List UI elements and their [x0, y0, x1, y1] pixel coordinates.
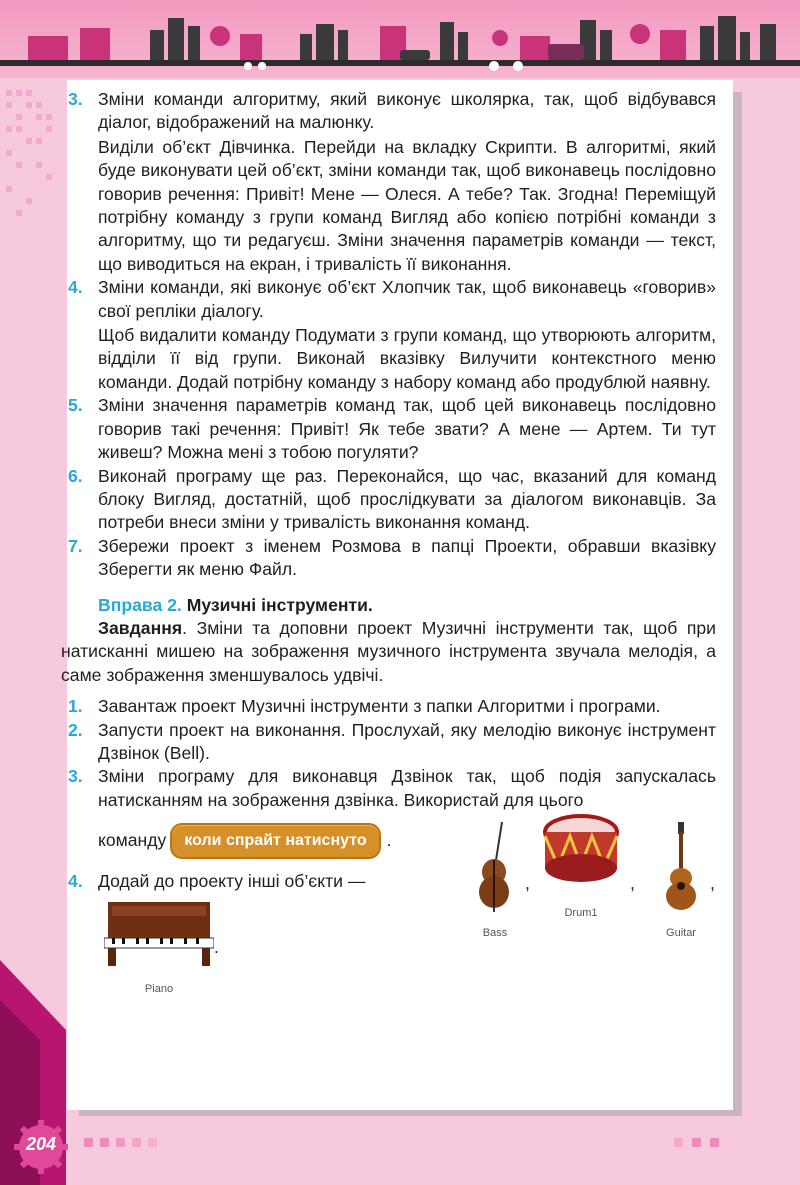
instrument-drum	[540, 812, 622, 925]
item-note: Виділи об’єкт Дівчинка. Перейди на вкладку Скрипти. В алгоритмі, який буде виконувати цей об’єкт, зміни команди так, щоб виконавець послідовно говорив речення: Привіт! Мене — Олеся. А тебе? Так. Згодна! Переміщуй потрібну команду з групи команд Вигляд або копією потрібні команди з алгоритму, що ти редагуєш. Зміни значення параметрів команди — текст, що виводиться на екран, і тривалість її виконання.	[98, 136, 716, 274]
exercise-heading	[98, 594, 716, 617]
item-text: Запусти проект на виконання. Прослухай, яку мелодію виконує інструмент Дзвінок (Bell).	[98, 719, 716, 763]
assignment-text: . Зміни та доповни проект Музичні інструменти так, щоб при натисканні мишею на зображення музичного інструмента звучала мелодія, а саме зображення зменшувалось удвічі.	[61, 617, 716, 685]
item-number: 5.	[68, 395, 83, 416]
page-number: 204	[25, 1134, 57, 1154]
page-content	[61, 88, 716, 1005]
item-text: Збережи проект з іменем Розмова в папці Проекти, обравши вказівку Зберегти як меню Файл.	[98, 535, 716, 580]
instrument-bass	[470, 820, 520, 945]
assignment-label: Завдання	[98, 617, 183, 638]
item-number: 2.	[68, 719, 83, 740]
sheet-shadow-right	[733, 92, 742, 1114]
city-banner	[0, 0, 800, 78]
exercise-title: Музичні інструменти.	[186, 594, 373, 615]
item-number: 7.	[68, 535, 83, 556]
list-item	[68, 394, 716, 464]
item-number: 3.	[68, 89, 83, 109]
instrument-guitar	[656, 820, 706, 945]
item-text: Зміни програму для виконавця Дзвінок так, щоб подія запускалась натисканням на зображення дзвінка. Використай для цього	[98, 766, 716, 810]
block-row	[98, 812, 716, 870]
assignment-paragraph	[61, 617, 716, 687]
list-item	[68, 465, 716, 535]
guitar-icon	[656, 820, 706, 912]
instrument-label: Drum1	[564, 906, 598, 919]
sheet-shadow-bottom	[79, 1110, 742, 1116]
list-item	[68, 870, 716, 1005]
side-pattern	[0, 80, 70, 580]
list-item	[68, 276, 716, 394]
item-number: 3.	[68, 766, 83, 787]
page-number-badge	[12, 1118, 70, 1176]
list-item	[68, 535, 716, 582]
instrument-label: Piano	[144, 982, 174, 995]
block-suffix: .	[386, 830, 392, 851]
item-number: 1.	[68, 696, 83, 717]
scratch-event-block: коли спрайт натиснуто	[170, 823, 380, 858]
piano-icon	[104, 900, 214, 968]
city-skyline-illustration	[0, 0, 800, 78]
item-text: Зміни значення параметрів команд так, щоб цей виконавець послідовно говорив такі речення: Привіт! Як тебе звати? А мене — Артем. Ти тут живеш? Можна мені з тобою погуляти?	[98, 395, 716, 463]
block-prefix: команду	[98, 830, 167, 851]
item-text: Виконай програму ще раз. Переконайся, що час, вказаний для команд блоку Вигляд, достатній, щоб прослідкувати за діалогом виконавців. За потреби внеси зміни у тривалість виконання команд.	[98, 465, 716, 533]
bass-icon	[470, 820, 520, 912]
instrument-label: Bass	[482, 926, 508, 939]
separator: ,	[630, 873, 635, 894]
item-number: 6.	[68, 465, 83, 486]
separator: ,	[710, 873, 715, 894]
separator: ,	[525, 873, 530, 894]
exercise-label: Вправа 2.	[98, 594, 182, 615]
separator: .	[214, 937, 219, 958]
item-text: Зміни команди, які виконує об’єкт Хлопчик так, щоб виконавець «говорив» свої репліки діалогу.	[98, 277, 716, 321]
drum-icon	[540, 812, 622, 892]
item-text: Зміни команди алгоритму, який виконує школярка, так, щоб відбувався діалог, відображений на малюнку.	[98, 89, 716, 133]
list-item	[68, 765, 716, 870]
instrument-piano	[104, 900, 214, 1001]
item-text: Завантаж проект Музичні інструменти з папки Алгоритми і програми.	[98, 696, 661, 717]
item-number: 4.	[68, 871, 83, 892]
item-note: Щоб видалити команду Подумати з групи команд, що утворюють алгоритм, відділи її від групи. Виконай вказівку Вилучити контекстного меню команди. Додай потрібну команду з набору команд або продублюй наявну.	[98, 325, 716, 392]
item-text: Додай до проекту інші об’єкти —	[98, 871, 366, 892]
list-item	[68, 88, 716, 276]
instrument-label: Guitar	[666, 926, 696, 939]
list-item	[68, 695, 716, 718]
item-number: 4.	[68, 277, 83, 298]
list-item	[68, 719, 716, 766]
